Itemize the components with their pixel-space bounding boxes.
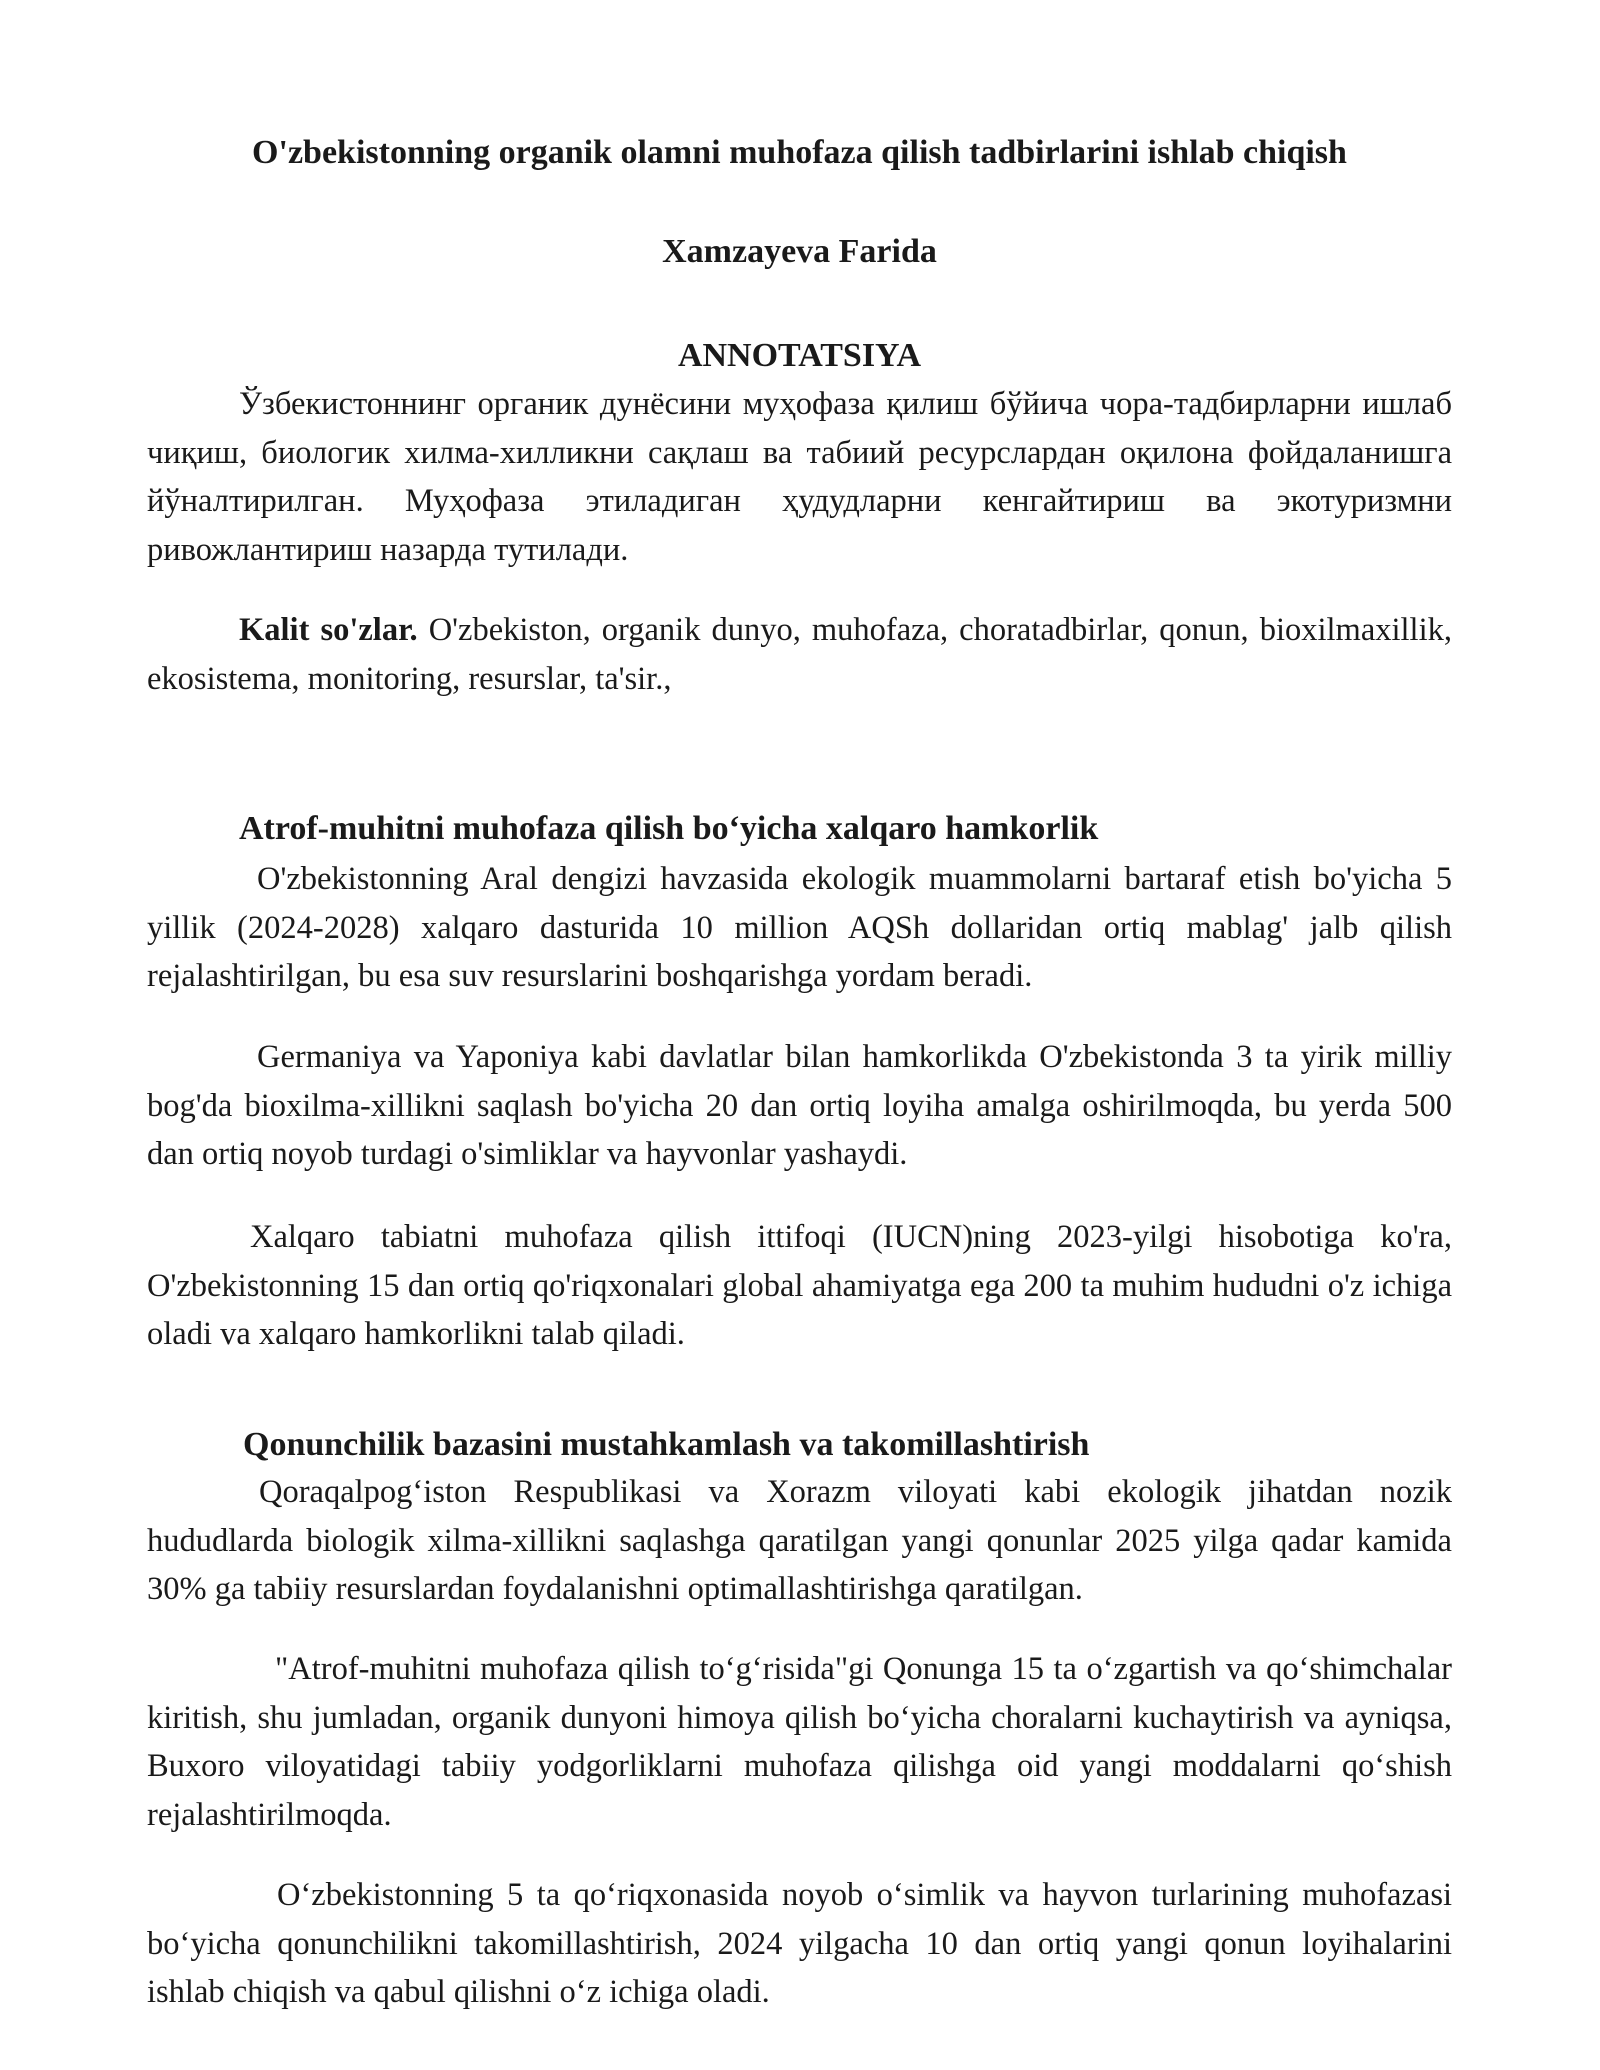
annotation-heading: ANNOTATSIYA — [677, 337, 922, 374]
section2-paragraph: O‘zbekistonning 5 ta qo‘riqxonasida noyob o‘simlik va hayvon turlarining muhofazasi bo‘yicha qonunchilikni takomillashtirish, 2024 yilgacha 10 dan ortiq yangi qonun loyihalarini ishlab chiqish va qabul qilishni o‘z ichiga oladi. — [147, 1877, 1452, 2010]
section-heading-legislation: Qonunchilik bazasini mustahkamlash va takomillashtirish — [243, 1426, 1090, 1463]
keywords-label: Kalit so'zlar. — [239, 612, 418, 648]
author-name: Xamzayeva Farida — [662, 233, 937, 270]
section-heading-international-cooperation: Atrof-muhitni muhofaza qilish bo‘yicha xalqaro hamkorlik — [239, 810, 1099, 847]
section2-paragraph: "Atrof-muhitni muhofaza qilish to‘g‘risida"gi Qonunga 15 ta o‘zgartish va qo‘shimchalar kiritish, shu jumladan, organik dunyoni himoya qilish bo‘yicha choralarni kuchaytirish va ayniqsa, Buxoro viloyatidagi tabiiy yodgorliklarni muhofaza qilishga oid yangi moddalarni qo‘shish rejalashtirilmoqda. — [147, 1651, 1452, 1833]
keywords-text: O'zbekiston, organik dunyo, muhofaza, choratadbirlar, qonun, bioxilmaxillik, ekosistema, monitoring, resurslar, ta'sir., — [147, 612, 1452, 697]
annotation-paragraph: Ўзбекистоннинг органик дунёсини муҳофаза қилиш бўйича чора-тадбирларни ишлаб чиқиш, биологик хилма-хилликни сақлаш ва табиий ресурслардан оқилона фойдаланишга йўналтирилган. Муҳофаза этиладиган ҳудудларни кенгайтириш ва экотуризмни ривожлантириш назарда тутилади. — [147, 386, 1452, 568]
section1-paragraph: Xalqaro tabiatni muhofaza qilish ittifoqi (IUCN)ning 2023-yilgi hisobotiga ko'ra, O'zbekistonning 15 dan ortiq qo'riqxonalari global ahamiyatga ega 200 ta muhim hududni o'z ichiga oladi va xalqaro hamkorlikni talab qiladi. — [147, 1219, 1452, 1352]
document-title: O'zbekistonning organik olamni muhofaza qilish tadbirlarini ishlab chiqish — [252, 134, 1347, 171]
section1-paragraph: O'zbekistonning Aral dengizi havzasida ekologik muammolarni bartaraf etish bo'yicha 5 yillik (2024-2028) xalqaro dasturida 10 million AQSh dollaridan ortiq mablag' jalb qilish rejalashtirilgan, bu esa suv resurslarini boshqarishga yordam beradi. — [147, 861, 1452, 994]
keywords-paragraph — [147, 606, 1452, 703]
section1-paragraph: Germaniya va Yaponiya kabi davlatlar bilan hamkorlikda O'zbekistonda 3 ta yirik milliy bog'da bioxilma-xillikni saqlash bo'yicha 20 dan ortiq loyiha amalga oshirilmoqda, bu yerda 500 dan ortiq noyob turdagi o'simliklar va hayvonlar yashaydi. — [147, 1039, 1452, 1172]
section2-paragraph: Qoraqalpog‘iston Respublikasi va Xorazm viloyati kabi ekologik jihatdan nozik hududlarda biologik xilma-xillikni saqlashga qaratilgan yangi qonunlar 2025 yilga qadar kamida 30% ga tabiiy resurslardan foydalanishni optimallashtirishga qaratilgan. — [147, 1474, 1452, 1607]
